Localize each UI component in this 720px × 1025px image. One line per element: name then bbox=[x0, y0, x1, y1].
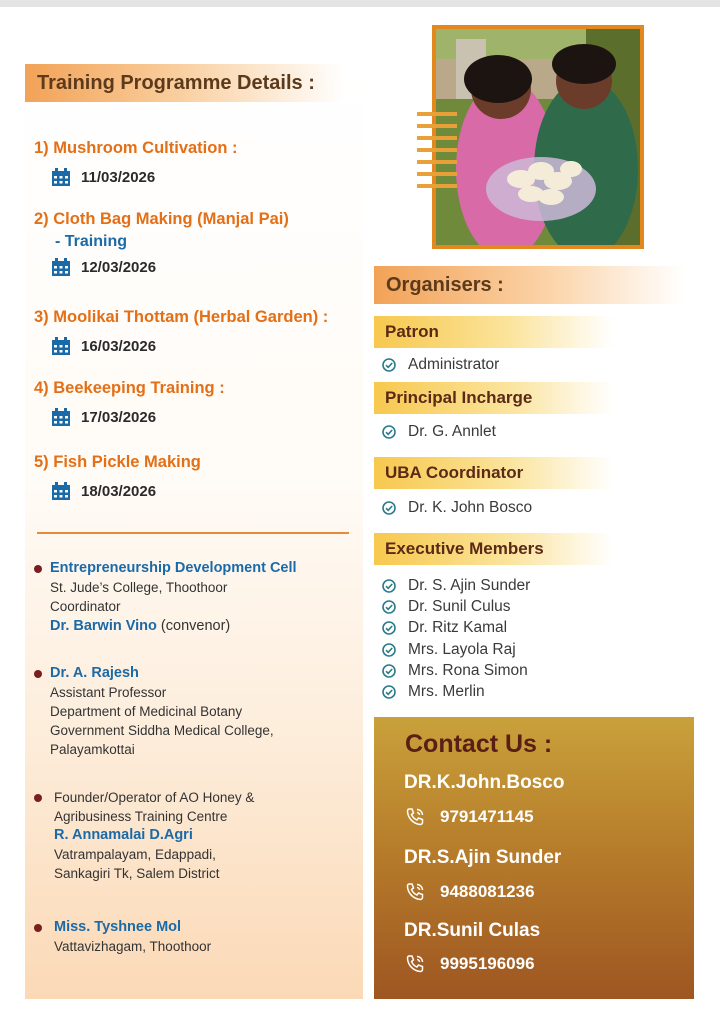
programme-date bbox=[34, 337, 328, 356]
calendar-icon bbox=[51, 337, 71, 356]
calendar-icon bbox=[51, 258, 71, 277]
member-name: Dr. G. Annlet bbox=[408, 423, 496, 440]
contact-heading: Miss. Tyshnee Mol bbox=[54, 919, 182, 935]
contact-entry-edc bbox=[34, 559, 297, 636]
contact-line: Vatrampalayam, Edappadi, bbox=[54, 847, 216, 862]
training-photo bbox=[432, 25, 644, 249]
check-circle-icon bbox=[382, 501, 396, 515]
check-circle-icon bbox=[382, 685, 396, 699]
member-name: Dr. Ritz Kamal bbox=[408, 619, 508, 636]
top-bar bbox=[0, 0, 720, 7]
calendar-icon bbox=[51, 408, 71, 427]
role-heading-executive: Executive Members bbox=[374, 533, 614, 565]
member-item bbox=[382, 683, 485, 701]
member-item bbox=[382, 499, 532, 517]
phone-number: 9995196096 bbox=[440, 954, 535, 973]
date-text: 11/03/2026 bbox=[81, 169, 156, 186]
contact-name: R. Annamalai D.Agri bbox=[54, 827, 193, 843]
programme-item bbox=[34, 377, 225, 427]
contact-heading: Dr. A. Rajesh bbox=[50, 665, 139, 681]
contact-line: Sankagiri Tk, Salem District bbox=[54, 866, 220, 881]
date-text: 17/03/2026 bbox=[81, 409, 157, 426]
programme-title: 4) Beekeeping Training : bbox=[34, 379, 225, 397]
bullet-icon bbox=[34, 924, 42, 932]
contact-line: Coordinator bbox=[50, 599, 121, 614]
date-text: 16/03/2026 bbox=[81, 338, 157, 355]
organisers-title: Organisers : bbox=[374, 266, 684, 304]
contact-line: Agribusiness Training Centre bbox=[54, 809, 228, 824]
member-name: Mrs. Rona Simon bbox=[408, 662, 528, 679]
check-circle-icon bbox=[382, 600, 396, 614]
programme-title: 3) Moolikai Thottam (Herbal Garden) : bbox=[34, 308, 329, 326]
date-text: 12/03/2026 bbox=[81, 259, 157, 276]
phone-icon bbox=[404, 881, 426, 903]
member-name: Dr. S. Ajin Sunder bbox=[408, 577, 531, 594]
training-section-title: Training Programme Details : bbox=[25, 64, 345, 102]
divider bbox=[37, 532, 349, 534]
contact-line: Department of Medicinal Botany bbox=[50, 704, 243, 719]
check-circle-icon bbox=[382, 664, 396, 678]
member-name: Administrator bbox=[408, 356, 500, 373]
check-circle-icon bbox=[382, 643, 396, 657]
role-heading-patron: Patron bbox=[374, 316, 614, 348]
contact-phone[interactable] bbox=[404, 806, 534, 828]
contact-title: Contact Us : bbox=[405, 730, 553, 758]
programme-item bbox=[34, 306, 328, 356]
contact-line: Assistant Professor bbox=[50, 685, 167, 700]
programme-title: 1) Mushroom Cultivation : bbox=[34, 139, 238, 157]
programme-item bbox=[34, 208, 289, 277]
contact-line: Founder/Operator of AO Honey & bbox=[54, 790, 255, 805]
programme-title: 5) Fish Pickle Making bbox=[34, 453, 201, 471]
contact-line: Government Siddha Medical College, bbox=[50, 723, 274, 738]
member-name: Mrs. Layola Raj bbox=[408, 641, 516, 658]
programme-item bbox=[34, 451, 201, 501]
check-circle-icon bbox=[382, 425, 396, 439]
member-item bbox=[382, 598, 511, 616]
calendar-icon bbox=[51, 168, 71, 187]
member-item bbox=[382, 619, 507, 637]
programme-date bbox=[34, 408, 225, 427]
contact-entry-tyshnee bbox=[34, 918, 211, 956]
programme-title: 2) Cloth Bag Making (Manjal Pai) bbox=[34, 210, 289, 228]
decorative-stripes bbox=[417, 112, 457, 197]
phone-number: 9791471145 bbox=[440, 807, 534, 826]
contact-name-suffix: (convenor) bbox=[156, 618, 231, 634]
contact-person-name: DR.S.Ajin Sunder bbox=[404, 847, 562, 868]
phone-number: 9488081236 bbox=[440, 882, 535, 901]
contact-entry-rajesh bbox=[34, 664, 274, 759]
contact-phone[interactable] bbox=[404, 953, 535, 975]
contact-line: St. Jude’s College, Thoothoor bbox=[50, 580, 228, 595]
contact-name: Dr. Barwin Vino bbox=[50, 618, 157, 634]
contact-heading: Entrepreneurship Development Cell bbox=[50, 560, 297, 576]
calendar-icon bbox=[51, 482, 71, 501]
member-name: Mrs. Merlin bbox=[408, 683, 485, 700]
bullet-icon bbox=[34, 565, 42, 573]
member-name: Dr. Sunil Culus bbox=[408, 598, 511, 615]
check-circle-icon bbox=[382, 579, 396, 593]
programme-date bbox=[34, 168, 238, 187]
phone-icon bbox=[404, 806, 426, 828]
bullet-icon bbox=[34, 794, 42, 802]
contact-phone[interactable] bbox=[404, 881, 535, 903]
contact-line: Vattavizhagam, Thoothoor bbox=[54, 939, 212, 954]
bullet-icon bbox=[34, 670, 42, 678]
contact-person-name: DR.K.John.Bosco bbox=[404, 772, 565, 793]
programme-subtitle: - Training bbox=[55, 233, 127, 250]
programme-date bbox=[34, 258, 289, 277]
member-name: Dr. K. John Bosco bbox=[408, 499, 533, 516]
check-circle-icon bbox=[382, 621, 396, 635]
contact-line: Palayamkottai bbox=[50, 742, 135, 757]
member-item bbox=[382, 423, 496, 441]
member-item bbox=[382, 356, 499, 374]
member-item bbox=[382, 577, 530, 595]
programme-item bbox=[34, 137, 238, 187]
member-item bbox=[382, 641, 516, 659]
date-text: 18/03/2026 bbox=[81, 483, 157, 500]
contact-entry-annamalai bbox=[34, 788, 254, 883]
role-heading-principal: Principal Incharge bbox=[374, 382, 614, 414]
member-item bbox=[382, 662, 528, 680]
programme-date bbox=[34, 482, 201, 501]
phone-icon bbox=[404, 953, 426, 975]
role-heading-uba: UBA Coordinator bbox=[374, 457, 614, 489]
contact-person-name: DR.Sunil Culas bbox=[404, 920, 541, 941]
check-circle-icon bbox=[382, 358, 396, 372]
